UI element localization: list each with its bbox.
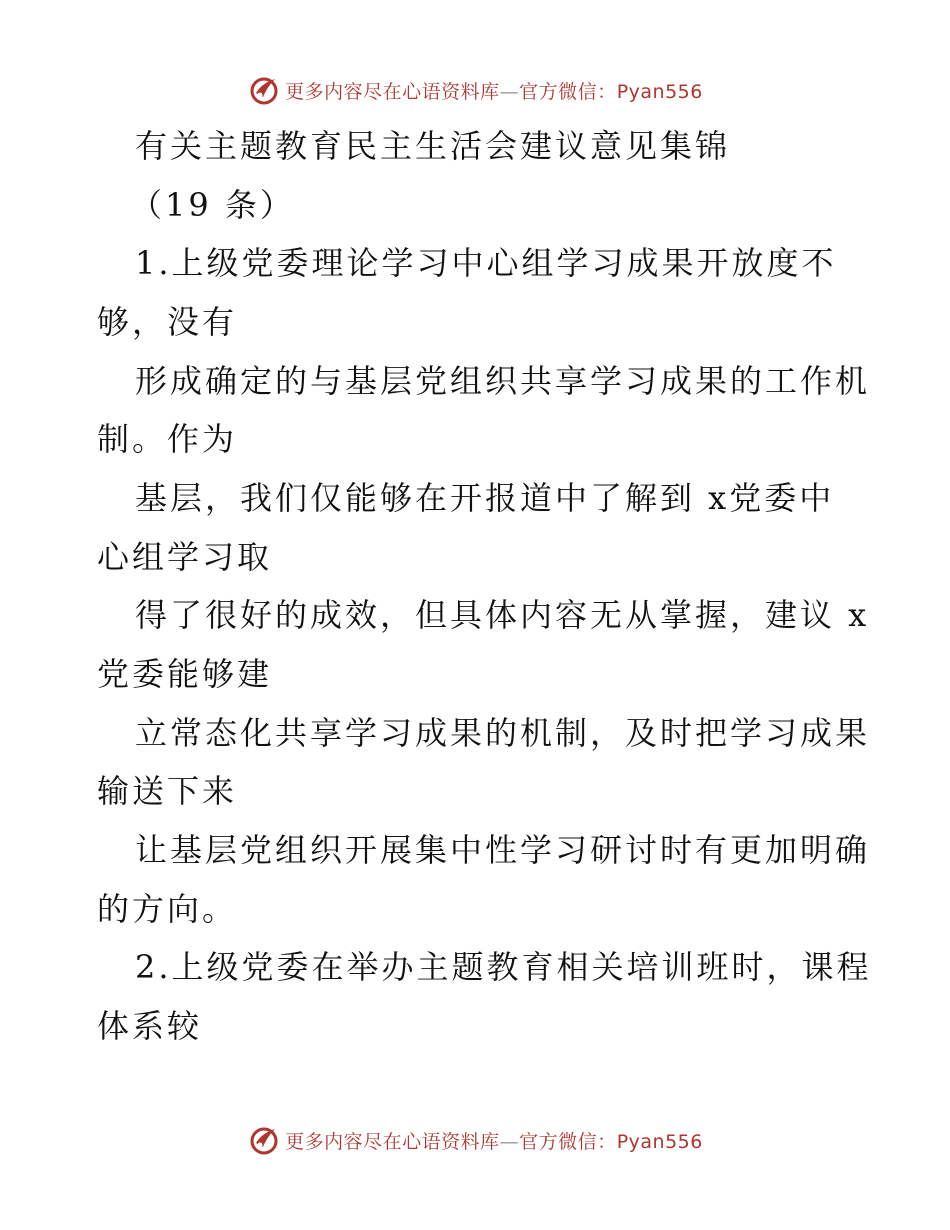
text-line: 输送下来 xyxy=(97,772,238,810)
watermark-label: 官方微信： xyxy=(519,1130,617,1153)
header-watermark xyxy=(0,70,950,110)
document-title: 有关主题教育民主生活会建议意见集锦 xyxy=(135,127,731,165)
document-count: （19 条） xyxy=(130,186,295,224)
watermark-account: Pyan556 xyxy=(616,80,703,103)
watermark-main-text: 更多内容尽在心语资料库 xyxy=(285,1130,500,1153)
text-line: 1.上级党委理论学习中心组学习成果开放度不 xyxy=(135,244,837,282)
text-line: 够，没有 xyxy=(97,303,238,341)
text-line: 形成确定的与基层党组织共享学习成果的工作机 xyxy=(135,362,871,400)
watermark-main-text: 更多内容尽在心语资料库 xyxy=(285,80,500,103)
text-line: 党委能够建 xyxy=(97,655,273,693)
text-line: 得了很好的成效，但具体内容无从掌握，建议 x xyxy=(135,596,870,634)
text-line: 让基层党组织开展集中性学习研讨时有更加明确 xyxy=(135,831,871,869)
text-line: 基层，我们仅能够在开报道中了解到 x党委中 xyxy=(135,479,835,517)
watermark-dash: — xyxy=(499,1130,520,1153)
watermark-account: Pyan556 xyxy=(616,1130,703,1153)
watermark-label: 官方微信： xyxy=(519,80,617,103)
brush-logo-icon xyxy=(247,73,281,107)
text-line: 体系较 xyxy=(97,1007,203,1045)
watermark-dash: — xyxy=(499,80,520,103)
text-line: 立常态化共享学习成果的机制，及时把学习成果 xyxy=(135,714,871,752)
text-line: 制。作为 xyxy=(97,420,238,458)
text-line: 2.上级党委在举办主题教育相关培训班时，课程 xyxy=(135,948,872,986)
text-line: 的方向。 xyxy=(97,890,238,928)
footer-watermark xyxy=(0,1120,950,1160)
brush-logo-icon xyxy=(247,1123,281,1157)
text-line: 心组学习取 xyxy=(97,538,273,576)
